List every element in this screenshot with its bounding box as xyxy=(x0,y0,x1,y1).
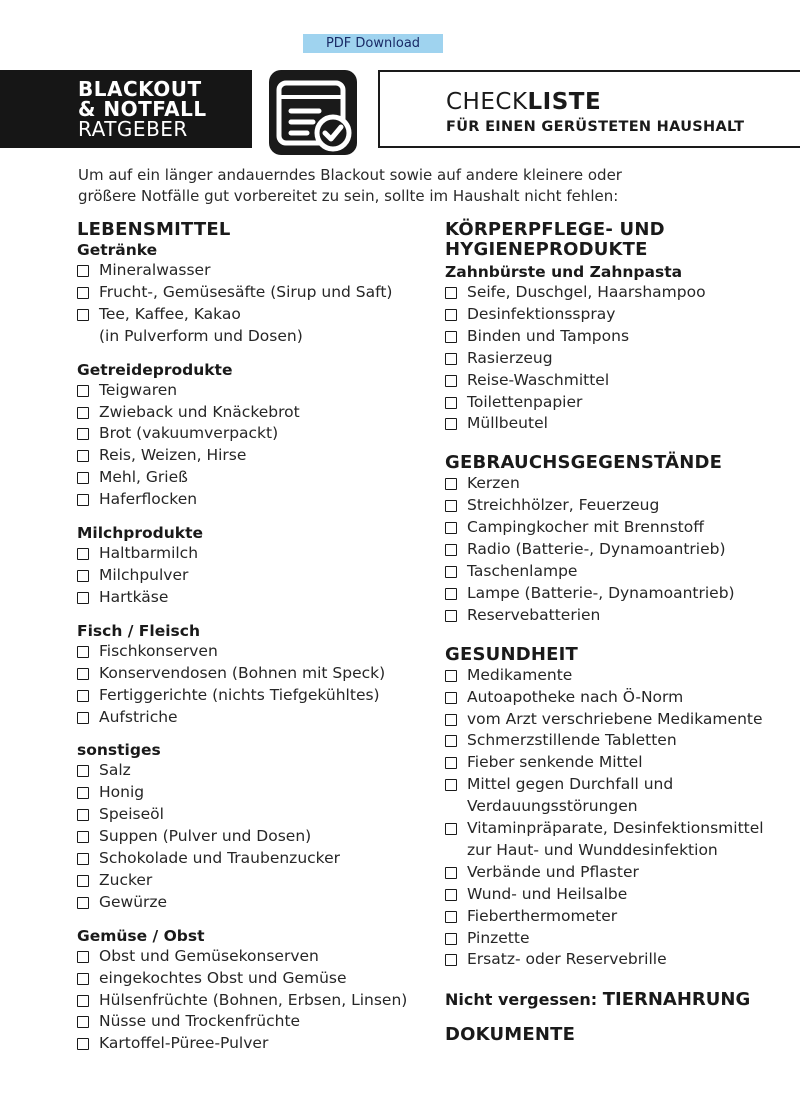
list-item-label: Reis, Weizen, Hirse xyxy=(99,446,247,465)
list-item[interactable] xyxy=(445,304,795,326)
brand-line-1: BLACKOUT xyxy=(78,77,202,101)
checkbox-icon[interactable] xyxy=(445,610,457,622)
list-item[interactable] xyxy=(77,990,427,1012)
list-item-label: Verbände und Pflaster xyxy=(467,862,639,881)
list-item[interactable] xyxy=(445,539,795,561)
list-item[interactable] xyxy=(445,774,795,796)
checkbox-icon[interactable] xyxy=(445,353,457,365)
section-heading-hygiene-1: KÖRPERPFLEGE- UND xyxy=(445,219,665,240)
group-title: sonstiges xyxy=(77,741,161,760)
list-item[interactable] xyxy=(77,565,427,587)
list-item[interactable] xyxy=(77,380,427,402)
list-item-continuation xyxy=(445,840,795,862)
checkbox-icon[interactable] xyxy=(77,809,89,821)
brand-logo xyxy=(0,70,252,148)
list-item-label: Kerzen xyxy=(467,474,520,493)
list-item[interactable] xyxy=(445,687,795,709)
checkbox-icon[interactable] xyxy=(77,831,89,843)
list-item[interactable] xyxy=(445,752,795,774)
group-getreideprodukte xyxy=(77,360,427,511)
checkbox-icon[interactable] xyxy=(77,875,89,887)
checkbox-icon[interactable] xyxy=(77,1016,89,1028)
list-item[interactable] xyxy=(77,587,427,609)
title-box xyxy=(378,70,800,148)
list-item-label: Tee, Kaffee, Kakao xyxy=(99,304,241,323)
list-item[interactable] xyxy=(77,848,427,870)
checkbox-icon[interactable] xyxy=(77,548,89,560)
list-item-label: Hartkäse xyxy=(99,587,169,606)
list-item[interactable] xyxy=(445,326,795,348)
list-item-label: Frucht-, Gemüsesäfte (Sirup und Saft) xyxy=(99,282,393,301)
list-item-label: Konservendosen (Bohnen mit Speck) xyxy=(99,663,386,682)
list-item-label: Müllbeutel xyxy=(467,414,548,433)
group-title: Gemüse / Obst xyxy=(77,926,205,945)
checkbox-icon[interactable] xyxy=(445,954,457,966)
intro-line-2: größere Notfälle gut vorbereitet zu sein, sollte im Haushalt nicht fehlen: xyxy=(78,187,619,205)
intro-line-1: Um auf ein länger andauerndes Blackout sowie auf andere kleinere oder xyxy=(78,166,622,184)
checkbox-icon[interactable] xyxy=(77,385,89,397)
list-item[interactable] xyxy=(77,304,427,326)
list-item-label: Schmerzstillende Tabletten xyxy=(467,731,677,750)
checkbox-icon[interactable] xyxy=(445,522,457,534)
list-item-label: Milchpulver xyxy=(99,565,189,584)
list-item[interactable] xyxy=(445,413,795,435)
brand-line-2: & NOTFALL xyxy=(78,97,207,121)
list-item-label: Schokolade und Traubenzucker xyxy=(99,849,340,868)
title-emphasis: LISTE xyxy=(527,89,602,115)
list-item[interactable] xyxy=(77,402,427,424)
checkbox-icon[interactable] xyxy=(445,287,457,299)
section-heading-gebrauchsgegenstaende: GEBRAUCHSGEGENSTÄNDE xyxy=(445,452,723,474)
list-item[interactable] xyxy=(445,949,795,971)
checkbox-icon[interactable] xyxy=(445,544,457,556)
list-item[interactable] xyxy=(445,561,795,583)
group-title: Getreideprodukte xyxy=(77,360,233,379)
brand-line-3: RATGEBER xyxy=(78,117,188,141)
group-title: Zahnbürste und Zahnpasta xyxy=(445,263,683,281)
list-item-label: Streichhölzer, Feuerzeug xyxy=(467,496,660,515)
list-item[interactable] xyxy=(445,370,795,392)
reminder-label: Nicht vergessen: xyxy=(445,990,598,1010)
list-item-label: Seife, Duschgel, Haarshampoo xyxy=(467,283,706,301)
list-item-continuation xyxy=(445,796,795,818)
checkbox-icon[interactable] xyxy=(77,265,89,277)
list-item[interactable] xyxy=(77,870,427,892)
list-item-label: Mittel gegen Durchfall und xyxy=(467,775,674,794)
list-item[interactable] xyxy=(77,707,427,729)
list-item-label: Lampe (Batterie-, Dynamoantrieb) xyxy=(467,583,735,602)
list-item-label: Campingkocher mit Brennstoff xyxy=(467,518,704,537)
checkbox-icon[interactable] xyxy=(77,951,89,963)
list-item[interactable] xyxy=(445,709,795,731)
checkbox-icon[interactable] xyxy=(445,309,457,321)
list-item-label: Nüsse und Trockenfrüchte xyxy=(99,1012,301,1031)
list-item-label: Reservebatterien xyxy=(467,605,601,624)
list-item-label: Haltbarmilch xyxy=(99,544,199,563)
list-item-label: Fischkonserven xyxy=(99,641,218,660)
checkbox-icon[interactable] xyxy=(77,995,89,1007)
list-item[interactable] xyxy=(445,818,795,840)
group-getraenke xyxy=(77,240,427,348)
list-item[interactable] xyxy=(445,906,795,928)
group-sonstiges xyxy=(77,740,427,913)
list-item[interactable] xyxy=(77,685,427,707)
list-item-label: Zwieback und Knäckebrot xyxy=(99,402,300,421)
checkbox-icon[interactable] xyxy=(445,331,457,343)
list-item[interactable] xyxy=(77,423,427,445)
checkbox-icon[interactable] xyxy=(445,889,457,901)
checkbox-icon[interactable] xyxy=(445,779,457,791)
list-item-label: Vitaminpräparate, Desinfektionsmittel xyxy=(467,819,764,838)
group-milchprodukte xyxy=(77,523,427,609)
list-item-label: Zucker xyxy=(99,870,153,889)
list-item-label: Rasierzeug xyxy=(467,348,553,367)
section-heading-lebensmittel: LEBENSMITTEL xyxy=(77,219,231,240)
list-item-label: Speiseöl xyxy=(99,805,164,824)
list-item[interactable] xyxy=(77,1033,427,1055)
list-item-label: Honig xyxy=(99,783,145,802)
list-item[interactable] xyxy=(77,543,427,565)
checkbox-icon[interactable] xyxy=(77,407,89,419)
page-title xyxy=(446,89,800,115)
list-item-label: Fieberthermometer xyxy=(467,906,618,925)
list-item[interactable] xyxy=(445,473,795,495)
list-item-label: Autoapotheke nach Ö-Norm xyxy=(467,687,684,706)
group-title: Fisch / Fleisch xyxy=(77,621,200,640)
list-item-label: Teigwaren xyxy=(99,380,178,399)
checkbox-icon[interactable] xyxy=(77,592,89,604)
list-item-label: Verdauungsstörungen xyxy=(467,797,638,816)
checkbox-icon[interactable] xyxy=(77,690,89,702)
checkbox-icon[interactable] xyxy=(77,428,89,440)
group-title: Getränke xyxy=(77,241,158,259)
list-item[interactable] xyxy=(445,495,795,517)
list-item-label: Fieber senkende Mittel xyxy=(467,753,643,772)
checkbox-icon[interactable] xyxy=(445,714,457,726)
list-item-label: Haferflocken xyxy=(99,490,198,509)
checkbox-icon[interactable] xyxy=(77,472,89,484)
checkbox-icon[interactable] xyxy=(445,588,457,600)
reminder-value: TIERNAHRUNG xyxy=(602,989,751,1011)
list-item-label: Binden und Tampons xyxy=(467,326,630,345)
list-item[interactable] xyxy=(77,260,427,282)
checkbox-icon[interactable] xyxy=(77,712,89,724)
checklist-document-icon xyxy=(269,70,357,155)
list-item-label: Radio (Batterie-, Dynamoantrieb) xyxy=(467,540,726,559)
list-item[interactable] xyxy=(77,489,427,511)
list-item-label: Brot (vakuumverpackt) xyxy=(99,424,279,443)
checkbox-icon[interactable] xyxy=(77,450,89,462)
checkbox-icon[interactable] xyxy=(445,757,457,769)
list-item[interactable] xyxy=(445,282,795,304)
checkbox-icon[interactable] xyxy=(445,933,457,945)
checkbox-icon[interactable] xyxy=(77,765,89,777)
checkbox-icon[interactable] xyxy=(445,375,457,387)
list-item[interactable] xyxy=(445,884,795,906)
pdf-download-button[interactable]: PDF Download xyxy=(303,34,443,53)
checkbox-icon[interactable] xyxy=(77,1038,89,1050)
list-item-label: vom Arzt verschriebene Medikamente xyxy=(467,709,763,728)
list-item[interactable] xyxy=(77,892,427,914)
list-item-label: Hülsenfrüchte (Bohnen, Erbsen, Linsen) xyxy=(99,990,408,1009)
checkbox-icon[interactable] xyxy=(445,500,457,512)
checkbox-icon[interactable] xyxy=(445,735,457,747)
intro-text xyxy=(78,165,698,207)
list-item[interactable] xyxy=(77,760,427,782)
list-item[interactable] xyxy=(77,445,427,467)
list-item-continuation xyxy=(77,326,427,348)
title-prefix: CHECK xyxy=(446,89,528,115)
list-item-label: Mehl, Grieß xyxy=(99,468,188,487)
checkbox-icon[interactable] xyxy=(445,478,457,490)
checkbox-icon[interactable] xyxy=(445,566,457,578)
right-column xyxy=(445,220,795,1045)
checkbox-icon[interactable] xyxy=(445,670,457,682)
list-item-label: Ersatz- oder Reservebrille xyxy=(467,950,667,969)
list-item-label: Mineralwasser xyxy=(99,261,211,279)
list-item[interactable] xyxy=(77,282,427,304)
list-item-label: zur Haut- und Wunddesinfektion xyxy=(467,840,718,859)
left-column xyxy=(77,220,427,1067)
checkbox-icon[interactable] xyxy=(445,911,457,923)
list-item[interactable] xyxy=(77,804,427,826)
list-item-label: eingekochtes Obst und Gemüse xyxy=(99,968,347,987)
list-item-label: Suppen (Pulver und Dosen) xyxy=(99,827,312,846)
list-item-label: Kartoffel-Püree-Pulver xyxy=(99,1034,269,1053)
list-item-label: Pinzette xyxy=(467,928,530,947)
list-item[interactable] xyxy=(445,348,795,370)
list-item[interactable] xyxy=(445,862,795,884)
list-item[interactable] xyxy=(77,946,427,968)
group-gemuese-obst xyxy=(77,926,427,1056)
list-item-label: Reise-Waschmittel xyxy=(467,370,610,389)
group-title: Milchprodukte xyxy=(77,524,204,543)
list-item-label: Aufstriche xyxy=(99,707,178,726)
list-item[interactable] xyxy=(77,826,427,848)
checkbox-icon[interactable] xyxy=(77,494,89,506)
checkbox-icon[interactable] xyxy=(445,397,457,409)
checkbox-icon[interactable] xyxy=(77,787,89,799)
list-item[interactable] xyxy=(445,605,795,627)
list-item[interactable] xyxy=(445,928,795,950)
checkbox-icon[interactable] xyxy=(77,668,89,680)
list-item[interactable] xyxy=(77,641,427,663)
list-item-label: Taschenlampe xyxy=(467,561,578,580)
checkbox-icon[interactable] xyxy=(445,823,457,835)
section-heading-dokumente: DOKUMENTE xyxy=(445,1024,576,1046)
list-item-label: Gewürze xyxy=(99,892,168,911)
checkbox-icon[interactable] xyxy=(77,973,89,985)
list-item[interactable] xyxy=(445,392,795,414)
list-item[interactable] xyxy=(77,782,427,804)
checkbox-icon[interactable] xyxy=(77,897,89,909)
list-item-label: Toilettenpapier xyxy=(467,392,583,411)
list-item[interactable] xyxy=(445,583,795,605)
page-subtitle: FÜR EINEN GERÜSTETEN HAUSHALT xyxy=(446,119,745,135)
list-item-label: Obst und Gemüsekonserven xyxy=(99,946,319,965)
section-heading-gesundheit: GESUNDHEIT xyxy=(445,643,578,665)
checkbox-icon[interactable] xyxy=(77,646,89,658)
list-item[interactable] xyxy=(77,968,427,990)
section-heading-hygiene-2: HYGIENEPRODUKTE xyxy=(445,239,648,260)
checkbox-icon[interactable] xyxy=(77,287,89,299)
reminder-note xyxy=(445,989,795,1011)
list-item-label: Wund- und Heilsalbe xyxy=(467,884,628,903)
checkbox-icon[interactable] xyxy=(445,692,457,704)
checkbox-icon[interactable] xyxy=(77,570,89,582)
list-item-label: Salz xyxy=(99,761,131,780)
checkbox-icon[interactable] xyxy=(445,418,457,430)
list-item-label: Fertiggerichte (nichts Tiefgekühltes) xyxy=(99,685,380,704)
list-item[interactable] xyxy=(77,467,427,489)
list-item-label: Medikamente xyxy=(467,665,573,684)
list-item[interactable] xyxy=(445,517,795,539)
list-item[interactable] xyxy=(77,663,427,685)
list-item[interactable] xyxy=(77,1011,427,1033)
list-item[interactable] xyxy=(445,665,795,687)
list-item-label: (in Pulverform und Dosen) xyxy=(99,326,303,345)
list-item[interactable] xyxy=(445,730,795,752)
checkbox-icon[interactable] xyxy=(445,867,457,879)
list-item-label: Desinfektionsspray xyxy=(467,304,616,323)
checkbox-icon[interactable] xyxy=(77,853,89,865)
checkbox-icon[interactable] xyxy=(77,309,89,321)
group-fisch-fleisch xyxy=(77,621,427,729)
